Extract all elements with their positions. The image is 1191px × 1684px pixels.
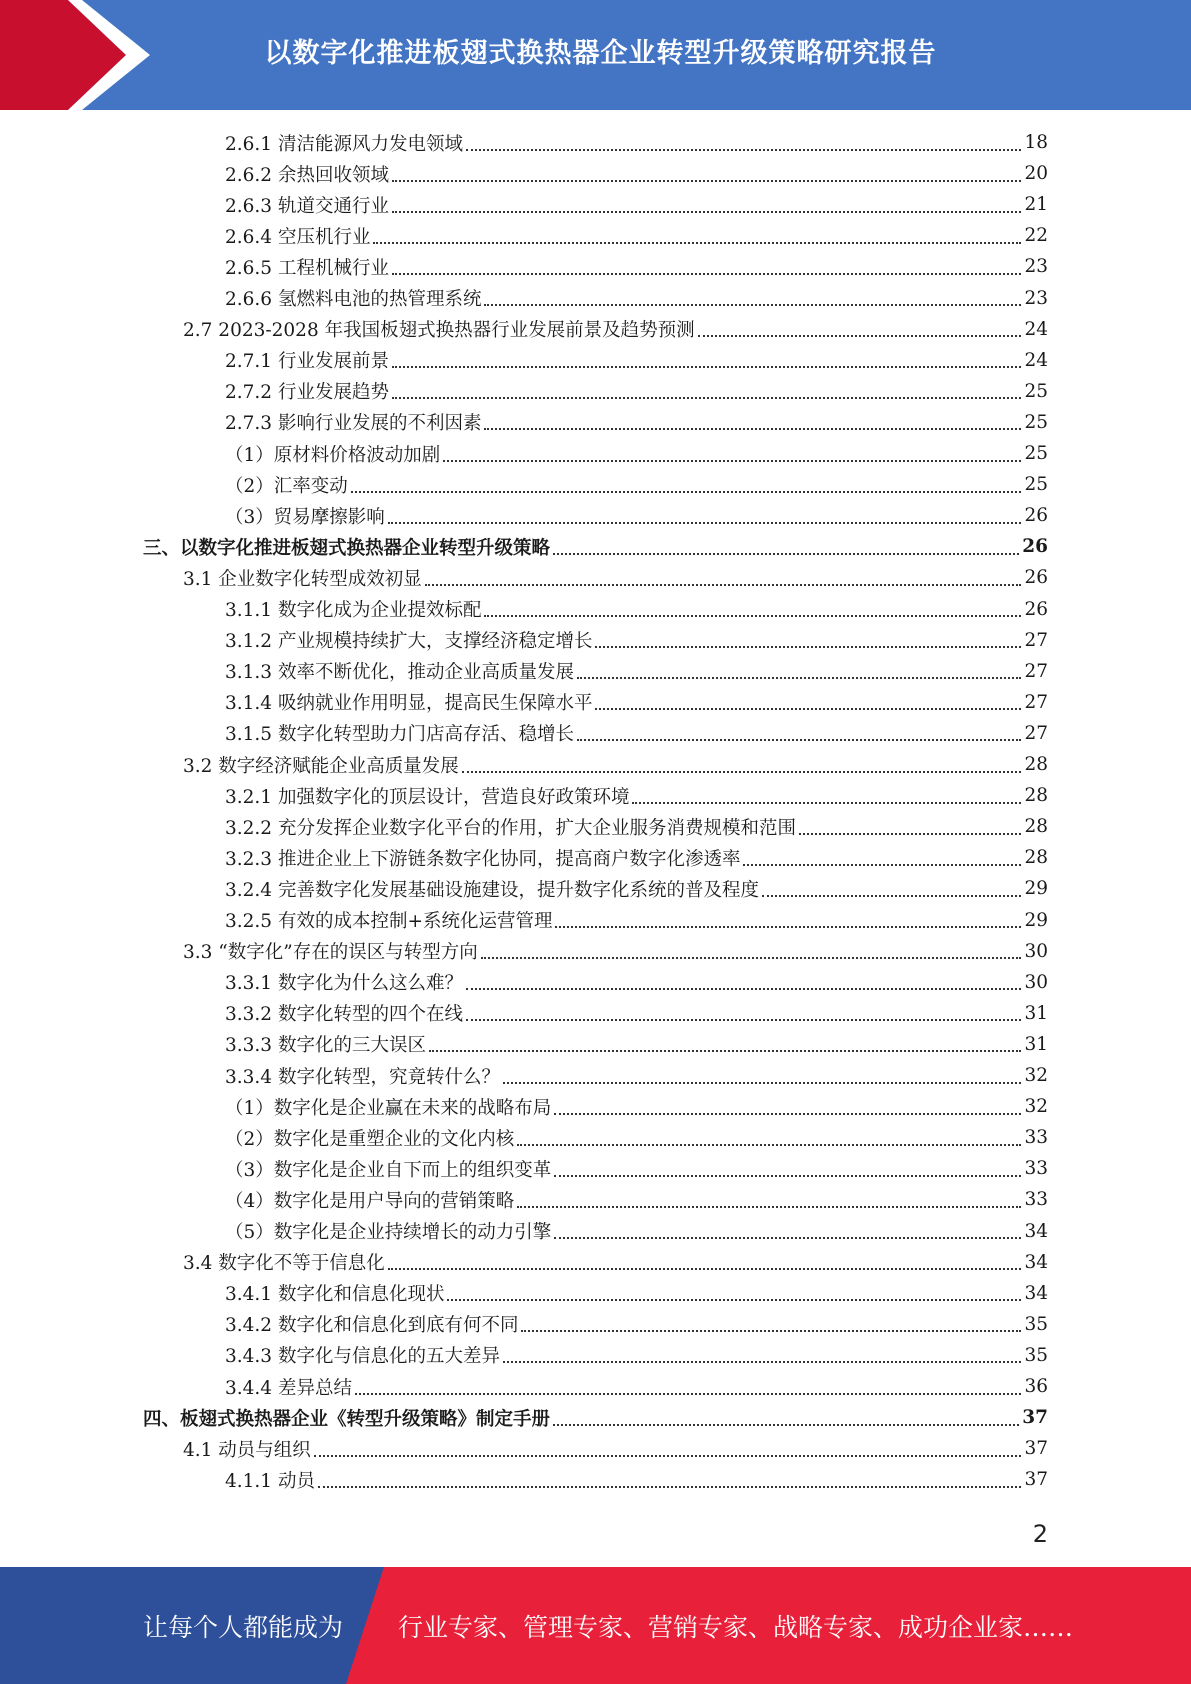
toc-entry[interactable] bbox=[183, 1433, 1048, 1464]
toc-entry[interactable] bbox=[225, 1091, 1048, 1122]
toc-entry-title: 2.7 2023-2028 年我国板翅式换热器行业发展前景及趋势预测 bbox=[183, 320, 695, 342]
dot-leader bbox=[425, 584, 1022, 586]
toc-entry-title: 3.4.2 数字化和信息化到底有何不同 bbox=[225, 1315, 519, 1337]
toc-entry[interactable] bbox=[225, 842, 1048, 873]
toc-entry-page: 24 bbox=[1024, 318, 1048, 340]
toc-entry-title: 2.7.2 行业发展趋势 bbox=[225, 382, 389, 404]
toc-entry[interactable] bbox=[225, 780, 1048, 811]
toc-entry-title: 2.6.2 余热回收领域 bbox=[225, 164, 389, 186]
toc-entry[interactable] bbox=[225, 1464, 1048, 1495]
dot-leader bbox=[595, 646, 1021, 648]
toc-entry-page: 37 bbox=[1024, 1438, 1048, 1460]
dot-leader bbox=[484, 615, 1021, 617]
toc-entry-title: 3.2.5 有效的成本控制+系统化运营管理 bbox=[225, 911, 553, 932]
toc-entry-title: 3.4.4 差异总结 bbox=[225, 1377, 352, 1399]
toc-entry-page: 24 bbox=[1024, 349, 1048, 371]
toc-entry-page: 33 bbox=[1024, 1127, 1048, 1149]
dot-leader bbox=[318, 1486, 1022, 1488]
dot-leader bbox=[484, 304, 1021, 306]
toc-entry[interactable] bbox=[225, 1060, 1048, 1091]
toc-entry-page: 31 bbox=[1024, 1002, 1048, 1024]
dot-leader bbox=[392, 366, 1021, 368]
dot-leader bbox=[632, 802, 1021, 804]
toc-entry-page: 31 bbox=[1024, 1033, 1048, 1055]
dot-leader bbox=[355, 1393, 1022, 1395]
toc-entry-title: （4）数字化是用户导向的营销策略 bbox=[225, 1190, 515, 1212]
toc-entry-title: （2）汇率变动 bbox=[225, 475, 348, 497]
toc-entry-page: 26 bbox=[1024, 567, 1048, 589]
toc-entry-page: 37 bbox=[1024, 1469, 1048, 1491]
dot-leader bbox=[443, 460, 1021, 462]
page-number: 2 bbox=[1032, 1520, 1048, 1548]
toc-entry-title: 3.1.2 产业规模持续扩大，支撑经济稳定增长 bbox=[225, 631, 593, 653]
toc-entry[interactable] bbox=[225, 1122, 1048, 1153]
toc-entry-title: 3.2.3 推进企业上下游链条数字化协同，提高商户数字化渗透率 bbox=[225, 848, 741, 870]
toc-entry-page: 26 bbox=[1024, 598, 1048, 620]
toc-entry-page: 28 bbox=[1024, 754, 1048, 775]
dot-leader bbox=[314, 1455, 1022, 1457]
toc-entry[interactable] bbox=[225, 438, 1048, 469]
toc-entry[interactable] bbox=[225, 1216, 1048, 1247]
toc-entry[interactable] bbox=[225, 1184, 1048, 1215]
dot-leader bbox=[503, 1082, 1021, 1084]
dot-leader bbox=[743, 864, 1021, 866]
toc-entry-page: 27 bbox=[1024, 691, 1048, 713]
dot-leader bbox=[466, 1019, 1021, 1021]
toc-entry[interactable] bbox=[225, 469, 1048, 500]
dot-leader bbox=[698, 335, 1022, 337]
toc-entry[interactable] bbox=[225, 127, 1048, 158]
footer-slogan-right: 行业专家、管理专家、营销专家、战略专家、成功企业家…… bbox=[398, 1612, 1074, 1642]
toc-entry-page: 23 bbox=[1024, 256, 1048, 278]
toc-entry-page: 20 bbox=[1024, 163, 1048, 185]
toc-entry[interactable] bbox=[225, 656, 1048, 687]
dot-leader bbox=[351, 491, 1022, 493]
toc-entry-page: 26 bbox=[1022, 536, 1048, 558]
dot-leader bbox=[555, 926, 1021, 928]
toc-entry[interactable] bbox=[183, 562, 1048, 593]
dot-leader bbox=[554, 1113, 1021, 1115]
toc-entry-page: 28 bbox=[1024, 847, 1048, 869]
toc-entry[interactable] bbox=[225, 345, 1048, 376]
toc-entry[interactable] bbox=[183, 314, 1048, 345]
toc-entry[interactable] bbox=[225, 376, 1048, 407]
toc-entry[interactable] bbox=[183, 1247, 1048, 1278]
toc-entry-page: 33 bbox=[1024, 1158, 1048, 1180]
toc-entry-page: 22 bbox=[1024, 225, 1048, 247]
toc-entry-title: （1）原材料价格波动加剧 bbox=[225, 444, 441, 466]
dot-leader bbox=[577, 739, 1021, 741]
toc-entry-title: 2.6.6 氢燃料电池的热管理系统 bbox=[225, 289, 482, 310]
toc-entry-title: （3）数字化是企业自下而上的组织变革 bbox=[225, 1159, 552, 1181]
toc-entry-title: 3.3.3 数字化的三大误区 bbox=[225, 1035, 426, 1057]
dot-leader bbox=[577, 677, 1021, 679]
toc-entry-page: 30 bbox=[1024, 971, 1048, 993]
toc-entry-page: 34 bbox=[1024, 1251, 1048, 1273]
dot-leader bbox=[553, 553, 1019, 555]
toc-entry-title: 2.6.4 空压机行业 bbox=[225, 226, 371, 248]
toc-entry[interactable] bbox=[225, 905, 1048, 936]
toc-entry[interactable] bbox=[225, 1029, 1048, 1060]
toc-entry[interactable] bbox=[225, 811, 1048, 842]
dot-leader bbox=[429, 1050, 1021, 1052]
toc-entry-title: （5）数字化是企业持续增长的动力引擎 bbox=[225, 1222, 552, 1243]
toc-entry-title: 3.2.1 加强数字化的顶层设计，营造良好政策环境 bbox=[225, 786, 630, 808]
dot-leader bbox=[595, 708, 1021, 710]
toc-entry-title: 3.1 企业数字化转型成效初显 bbox=[183, 568, 422, 590]
toc-entry[interactable] bbox=[225, 998, 1048, 1029]
dot-leader bbox=[762, 895, 1021, 897]
toc-entry-page: 27 bbox=[1024, 660, 1048, 682]
toc-entry-page: 25 bbox=[1024, 443, 1048, 464]
toc-entry-title: 3.3.2 数字化转型的四个在线 bbox=[225, 1004, 463, 1026]
toc-entry-page: 37 bbox=[1022, 1407, 1048, 1429]
toc-entry-page: 25 bbox=[1024, 380, 1048, 402]
toc-entry-title: 3.3 “数字化”存在的误区与转型方向 bbox=[183, 942, 478, 964]
toc-entry-page: 25 bbox=[1024, 411, 1048, 433]
toc-entry[interactable] bbox=[225, 220, 1048, 251]
toc-entry-page: 33 bbox=[1024, 1189, 1048, 1211]
dot-leader bbox=[466, 149, 1021, 151]
toc-entry[interactable] bbox=[225, 594, 1048, 625]
toc-entry-title: 3.1.4 吸纳就业作用明显，提高民生保障水平 bbox=[225, 693, 593, 715]
toc-entry[interactable] bbox=[225, 1371, 1048, 1402]
toc-entry[interactable] bbox=[225, 407, 1048, 438]
toc-entry-page: 35 bbox=[1024, 1313, 1048, 1335]
toc-entry-title: 3.2 数字经济赋能企业高质量发展 bbox=[183, 755, 459, 777]
dot-leader bbox=[517, 1206, 1021, 1208]
dot-leader bbox=[462, 771, 1022, 773]
toc-entry-page: 28 bbox=[1024, 816, 1048, 838]
footer-slogan-left: 让每个人都能成为 bbox=[143, 1612, 344, 1642]
dot-leader bbox=[484, 428, 1021, 430]
toc-entry-title: 3.2.4 完善数字化发展基础设施建设，提升数字化系统的普及程度 bbox=[225, 879, 759, 901]
toc-entry-title: 3.2.2 充分发挥企业数字化平台的作用，扩大企业服务消费规模和范围 bbox=[225, 817, 796, 839]
toc-entry-page: 27 bbox=[1024, 722, 1048, 744]
dot-leader bbox=[392, 397, 1021, 399]
toc-entry-title: 3.1.5 数字化转型助力门店高存活、稳增长 bbox=[225, 724, 574, 746]
toc-entry-page: 32 bbox=[1024, 1096, 1048, 1118]
toc-entry-title: 4.1.1 动员 bbox=[225, 1470, 315, 1492]
dot-leader bbox=[388, 522, 1022, 524]
toc-entry-title: 3.3.1 数字化为什么这么难？ bbox=[225, 973, 463, 995]
toc-entry-page: 27 bbox=[1024, 629, 1048, 651]
toc-entry-title: 四、板翅式换热器企业《转型升级策略》制定手册 bbox=[143, 1408, 551, 1430]
toc-entry-page: 21 bbox=[1024, 194, 1048, 216]
toc-entry[interactable] bbox=[183, 749, 1048, 780]
toc-entry-page: 36 bbox=[1024, 1376, 1048, 1397]
toc-entry[interactable] bbox=[225, 967, 1048, 998]
toc-entry-page: 23 bbox=[1024, 287, 1048, 309]
toc-entry[interactable] bbox=[225, 158, 1048, 189]
toc-entry-page: 34 bbox=[1024, 1220, 1048, 1242]
dot-leader bbox=[554, 1175, 1021, 1177]
dot-leader bbox=[373, 242, 1021, 244]
dot-leader bbox=[392, 273, 1021, 275]
toc-entry-title: （3）贸易摩擦影响 bbox=[225, 506, 385, 528]
toc-entry[interactable] bbox=[225, 251, 1048, 282]
toc-entry[interactable] bbox=[225, 873, 1048, 904]
toc-entry-title: 2.6.1 清洁能源风力发电领域 bbox=[225, 133, 463, 155]
toc-entry[interactable] bbox=[225, 718, 1048, 749]
toc-entry-page: 29 bbox=[1024, 909, 1048, 931]
toc-entry-title: 4.1 动员与组织 bbox=[183, 1439, 311, 1461]
toc-entry-title: （2）数字化是重塑企业的文化内核 bbox=[225, 1128, 515, 1150]
dot-leader bbox=[481, 957, 1022, 959]
toc-entry-title: 3.1.1 数字化成为企业提效标配 bbox=[225, 600, 482, 621]
dot-leader bbox=[517, 1144, 1021, 1146]
toc-entry[interactable] bbox=[225, 687, 1048, 718]
dot-leader bbox=[553, 1424, 1019, 1426]
dot-leader bbox=[392, 211, 1021, 213]
toc-entry[interactable] bbox=[183, 936, 1048, 967]
toc-entry[interactable] bbox=[225, 1278, 1048, 1309]
toc-entry-title: 3.1.3 效率不断优化，推动企业高质量发展 bbox=[225, 662, 574, 684]
header-arrow-decoration bbox=[0, 0, 160, 110]
toc-entry-page: 25 bbox=[1024, 474, 1048, 496]
toc-entry-page: 30 bbox=[1024, 940, 1048, 962]
footer-band bbox=[0, 1567, 1191, 1684]
document-title: 以数字化推进板翅式换热器企业转型升级策略研究报告 bbox=[264, 37, 937, 69]
dot-leader bbox=[554, 1237, 1021, 1239]
toc-entry[interactable] bbox=[143, 531, 1048, 562]
toc-entry-page: 35 bbox=[1024, 1344, 1048, 1366]
toc-entry-page: 29 bbox=[1024, 878, 1048, 900]
toc-entry[interactable] bbox=[225, 189, 1048, 220]
toc-entry-title: 3.3.4 数字化转型，究竟转什么？ bbox=[225, 1066, 500, 1088]
dot-leader bbox=[466, 988, 1021, 990]
toc-entry-title: 三、以数字化推进板翅式换热器企业转型升级策略 bbox=[143, 537, 551, 559]
toc-entry[interactable] bbox=[143, 1402, 1048, 1433]
toc-entry-page: 26 bbox=[1024, 505, 1048, 527]
toc-entry-title: 3.4.3 数字化与信息化的五大差异 bbox=[225, 1346, 500, 1368]
toc-entry-title: （1）数字化是企业赢在未来的战略布局 bbox=[225, 1097, 552, 1119]
toc-entry[interactable] bbox=[225, 283, 1048, 314]
toc-entry[interactable] bbox=[225, 1153, 1048, 1184]
toc-entry-title: 2.7.1 行业发展前景 bbox=[225, 351, 389, 373]
toc-entry[interactable] bbox=[225, 625, 1048, 656]
toc-entry[interactable] bbox=[225, 1340, 1048, 1371]
dot-leader bbox=[392, 180, 1021, 182]
dot-leader bbox=[799, 833, 1021, 835]
toc-entry-page: 34 bbox=[1024, 1282, 1048, 1304]
toc-entry-title: 2.7.3 影响行业发展的不利因素 bbox=[225, 413, 482, 435]
dot-leader bbox=[521, 1330, 1021, 1332]
toc-entry-title: 2.6.5 工程机械行业 bbox=[225, 257, 389, 279]
toc-entry-page: 32 bbox=[1024, 1065, 1048, 1086]
toc-entry[interactable] bbox=[225, 1309, 1048, 1340]
dot-leader bbox=[447, 1299, 1021, 1301]
toc-entry-page: 18 bbox=[1024, 132, 1048, 153]
dot-leader bbox=[503, 1361, 1021, 1363]
toc-entry-title: 3.4 数字化不等于信息化 bbox=[183, 1253, 385, 1275]
header-band bbox=[0, 0, 1191, 110]
toc-entry[interactable] bbox=[225, 500, 1048, 531]
toc-entry-page: 28 bbox=[1024, 785, 1048, 807]
toc-entry-title: 2.6.3 轨道交通行业 bbox=[225, 195, 389, 217]
toc-entry-title: 3.4.1 数字化和信息化现状 bbox=[225, 1284, 445, 1306]
dot-leader bbox=[388, 1268, 1022, 1270]
